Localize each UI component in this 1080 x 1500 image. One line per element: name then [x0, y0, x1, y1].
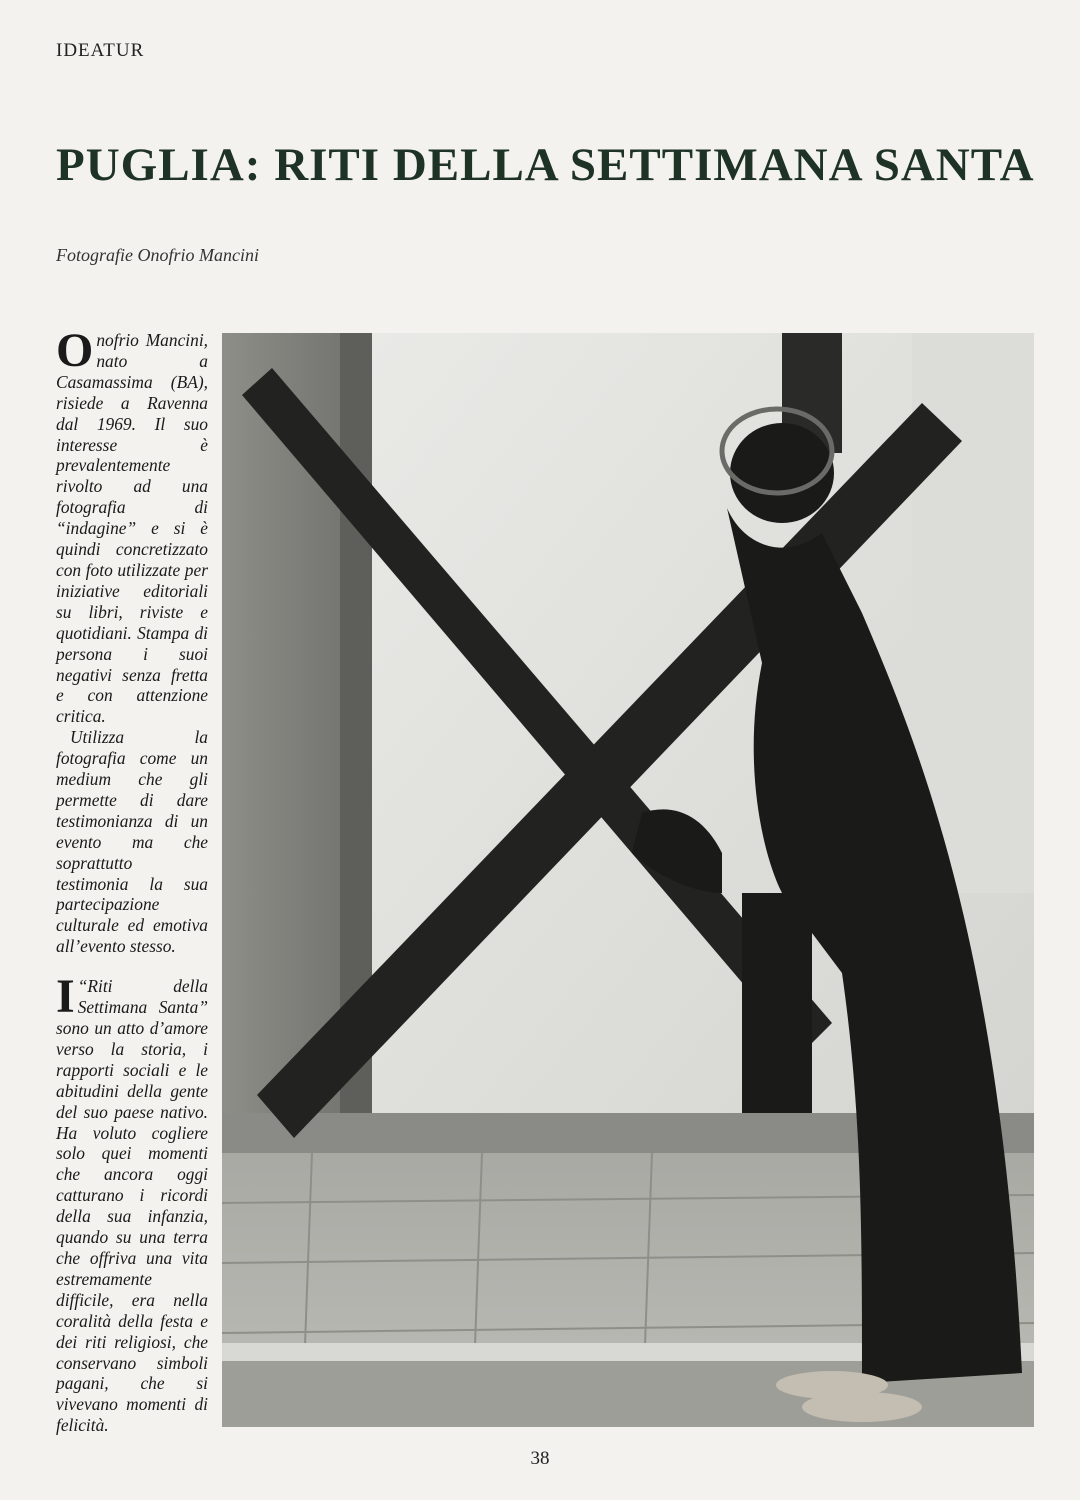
paragraph-2-text: Utilizza la fotografia come un medium che gli permette di dare testimonianza di un evento ma che soprattutto testimonia la sua partecipazione culturale ed emotiva all’evento stesso.	[56, 727, 208, 957]
paragraph-1-text: nofrio Mancini, nato a Casamassima (BA), risiede a Ravenna dal 1969. Il suo interesse è prevalentemente rivolto ad una fotografia di “indagine” e si è quindi concretizzato con foto utilizzate per iniziative editoriali su libri, riviste e quotidiani. Stampa di persona i suoi negativi senza fretta e con attenzione critica.	[56, 330, 208, 727]
dropcap-i: I	[56, 970, 75, 1024]
paragraph-1	[56, 324, 208, 727]
photo-credit: Fotografie Onofrio Mancini	[56, 245, 259, 265]
article-body-column	[56, 324, 208, 1436]
paragraph-3-text: “Riti della Settimana Santa” sono un atto d’amore verso la storia, i rapporti sociali e le abitudini della gente del suo paese nativo. Ha voluto cogliere solo quei momenti che ancora oggi catturano i ricordi della sua infanzia, quando su una terra che offriva una vita estremamente difficile, era nella coralità della festa e dei riti religiosi, che conservano simboli pagani, che si vivevano momenti di felicità.	[56, 976, 208, 1436]
page-number: 38	[530, 1448, 550, 1469]
dropcap-o: O	[56, 324, 94, 377]
photo-illustration	[222, 333, 1034, 1427]
article-title: PUGLIA: RITI DELLA SETTIMANA SANTA	[56, 139, 1035, 191]
paragraph-2	[56, 727, 208, 957]
procession-photograph	[222, 333, 1034, 1427]
paragraph-3	[56, 970, 208, 1436]
running-head: IDEATUR	[56, 40, 145, 61]
